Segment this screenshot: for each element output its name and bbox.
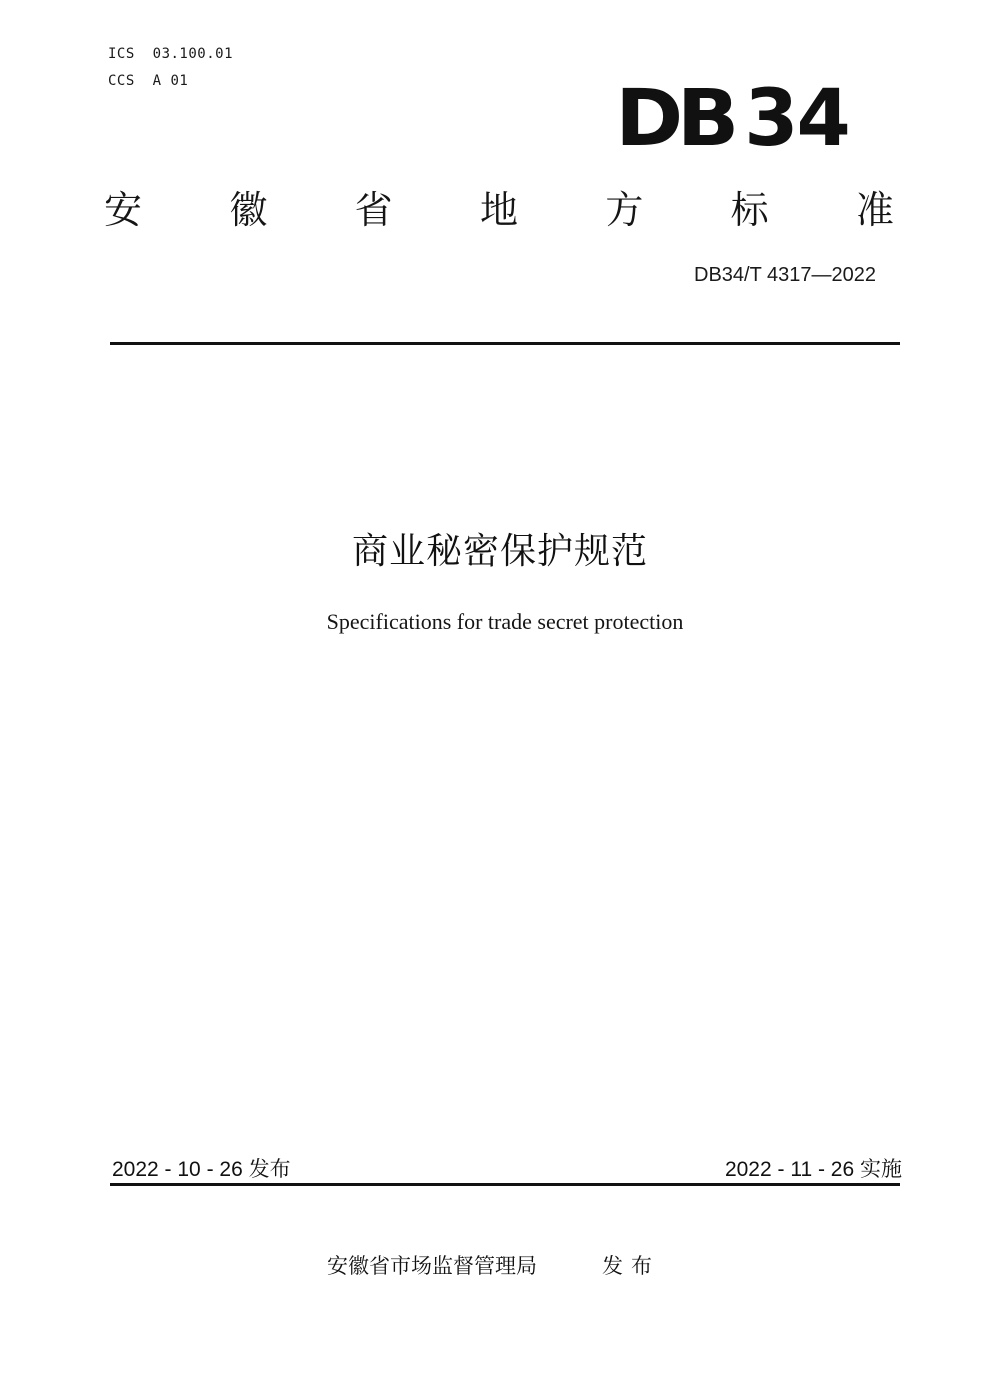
standard-type-heading <box>104 186 894 234</box>
standard-type-char: 准 <box>855 188 894 232</box>
effective-date: 2022 - 11 - 26 实施 <box>724 1158 902 1181</box>
title-chinese: 商业秘密保护规范 <box>351 531 648 572</box>
issue-date: 2022 - 10 - 26 发布 <box>112 1158 291 1181</box>
top-divider <box>110 342 900 345</box>
ccs-code: CCS A 01 <box>108 73 189 89</box>
db-logo-letters: DB <box>615 74 734 164</box>
issuer-action: 发布 <box>602 1254 660 1278</box>
standard-type-char: 省 <box>354 188 393 232</box>
bottom-divider <box>110 1183 900 1186</box>
standard-type-char: 徽 <box>229 188 268 232</box>
standard-type-char: 安 <box>104 188 143 232</box>
issuer-name: 安徽省市场监督管理局 <box>327 1254 537 1278</box>
title-english: Specifications for trade secret protection <box>326 609 684 634</box>
standard-type-char: 标 <box>730 188 769 232</box>
standard-number: DB34/T 4317—2022 <box>694 264 876 286</box>
standard-type-char: 方 <box>605 188 644 232</box>
db-logo-number: 34 <box>744 74 849 164</box>
ics-code: ICS 03.100.01 <box>108 46 234 62</box>
db-logo <box>615 74 849 164</box>
standard-type-char: 地 <box>479 188 518 232</box>
